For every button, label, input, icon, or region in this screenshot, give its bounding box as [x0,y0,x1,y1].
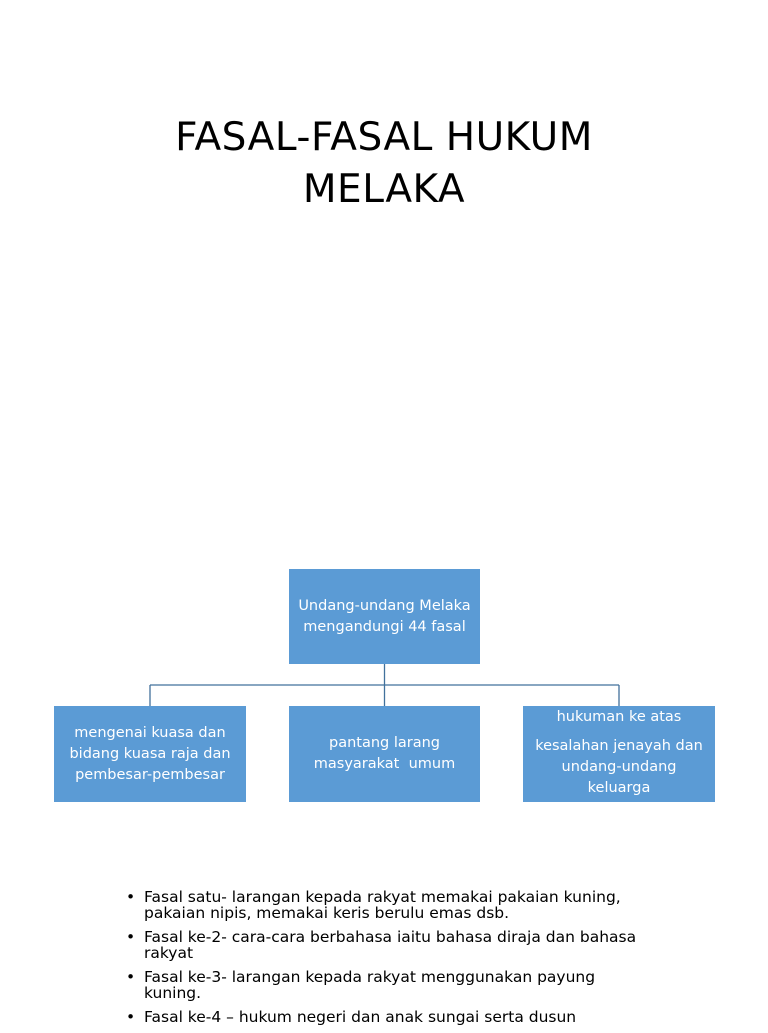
list-item [126,929,646,961]
list-item-text: Fasal ke-2- cara-cara berbahasa iaitu bahasa diraja dan bahasa rakyat [144,928,637,962]
child-node-line-0: hukuman ke atas [556,709,682,725]
list-item-text: Fasal satu- larangan kepada rakyat memakai pakaian kuning, pakaian nipis, memakai keris berulu emas dsb. [144,888,621,922]
child-node-line-1: kesalahan jenayah dan [535,738,703,754]
list-item-text: Fasal ke-4 – hukum negeri dan anak sungai serta dusun [144,1008,577,1026]
list-item [126,969,646,1001]
diagram-child-node-hukuman [523,706,715,802]
bullet-marker: • [126,1008,136,1026]
child-node-line-2: undang-undang [561,759,677,775]
root-node-line-1: Undang-undang Melaka [298,597,471,614]
diagram-child-node-kuasa-raja [54,706,246,802]
list-item-text: Fasal ke-3- larangan kepada rakyat menggunakan payung kuning. [144,968,596,1002]
title-line-1: FASAL-FASAL HUKUM [175,115,593,160]
bullet-marker: • [126,888,136,906]
title-line-2: MELAKA [302,167,466,212]
bullet-marker: • [126,928,136,946]
child-node-line-2: masyarakat umum [313,756,456,772]
diagram-root-node [289,569,480,664]
list-item [126,1009,646,1025]
child-node-line-1: mengenai kuasa dan [74,724,226,741]
fasal-bullet-list [126,889,646,1033]
list-item [126,889,646,921]
child-node-line-3: keluarga [587,780,651,796]
child-node-line-3: pembesar-pembesar [75,766,225,783]
bullet-marker: • [126,968,136,986]
child-node-line-1: pantang larang [328,735,440,751]
root-node-line-2: mengandungi 44 fasal [303,618,466,635]
child-node-line-2: bidang kuasa raja dan [69,745,231,762]
diagram-child-node-pantang-larang [289,706,480,802]
